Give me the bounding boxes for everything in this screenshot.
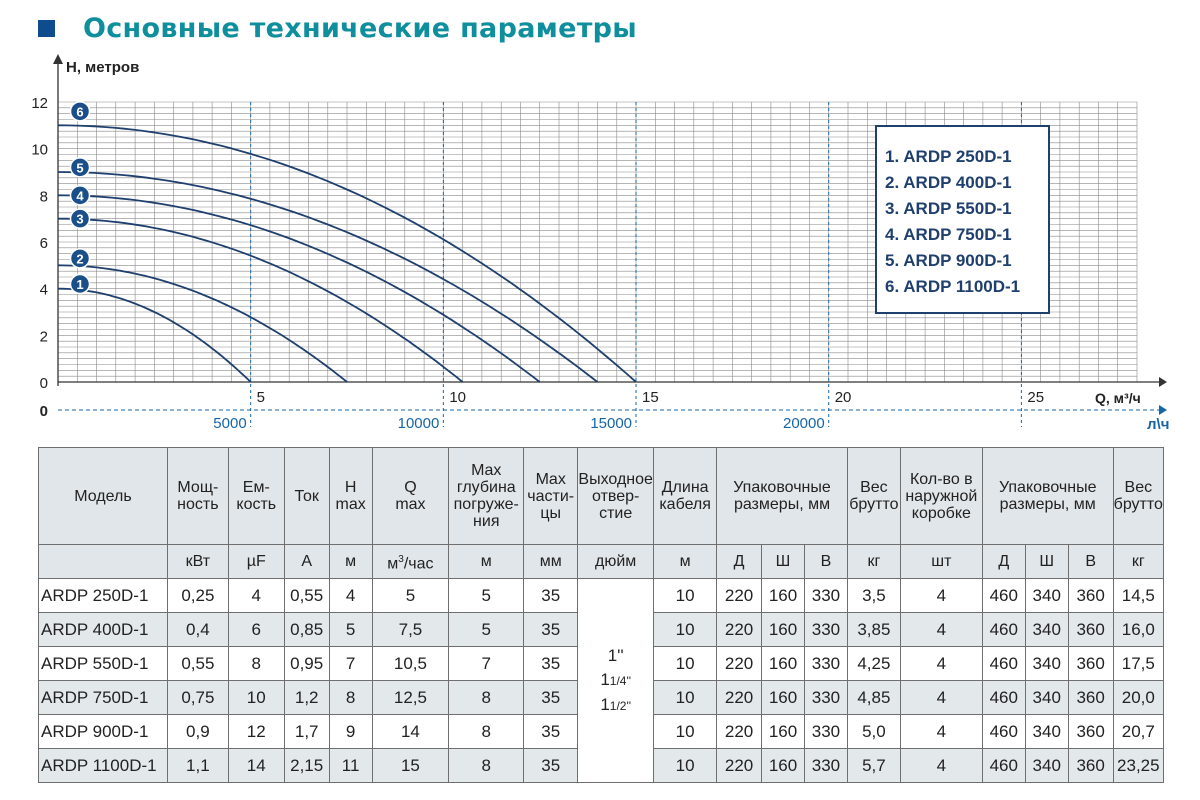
cell-capacity: 6: [228, 613, 284, 647]
header-line: Ем-: [242, 479, 270, 496]
cell-d2: 460: [982, 681, 1025, 715]
cell-h: 330: [804, 715, 847, 749]
unit-weight2: кг: [1113, 545, 1163, 579]
cell-w: 160: [762, 715, 805, 749]
cell-particles: 35: [524, 681, 578, 715]
header-line: Вес: [1124, 479, 1153, 496]
cell-h2: 360: [1068, 749, 1113, 783]
header-line: отвер-: [592, 487, 640, 505]
page-title: Основные технические параметры: [83, 12, 637, 44]
cell-current: 0,95: [284, 647, 329, 681]
cell-cable: 10: [654, 579, 717, 613]
cell-d: 220: [717, 579, 762, 613]
x-tick-label: 20: [834, 389, 852, 406]
cell-qmax: 12,5: [372, 681, 449, 715]
x-tick-label: 25: [1027, 389, 1045, 406]
cell-d2: 460: [982, 715, 1025, 749]
legend-item: 5. ARDP 900D-1: [885, 251, 1012, 270]
cell-weight: 4,85: [847, 681, 900, 715]
cell-model: ARDP 1100D-1: [39, 749, 168, 783]
cell-depth: 8: [449, 749, 524, 783]
unit-w2: Ш: [1025, 545, 1068, 579]
cell-weight2: 14,5: [1113, 579, 1163, 613]
x-tick-label: 5: [256, 389, 266, 406]
outlet-size: 11/2'': [600, 694, 632, 714]
unit-capacity: µF: [228, 545, 284, 579]
cell-weight2: 16,0: [1113, 613, 1163, 647]
header-particles: [524, 448, 578, 545]
cell-qty: 4: [900, 647, 982, 681]
cell-w: 160: [762, 749, 805, 783]
header-line: ния: [473, 513, 500, 530]
unit-cable: м: [654, 545, 717, 579]
header-line: Длина: [661, 479, 709, 496]
cell-w2: 340: [1025, 647, 1068, 681]
cell-d: 220: [717, 749, 762, 783]
header-line: кость: [236, 496, 277, 513]
cell-h: 330: [804, 749, 847, 783]
outlet-size: 1'': [607, 645, 624, 665]
cell-qmax: 15: [372, 749, 449, 783]
cell-capacity: 4: [228, 579, 284, 613]
cell-power: 0,9: [167, 715, 228, 749]
unit-model: [39, 545, 168, 579]
cell-h2: 360: [1068, 681, 1113, 715]
cell-cable: 10: [654, 613, 717, 647]
cell-particles: 35: [524, 647, 578, 681]
header-weight2: [1113, 448, 1163, 545]
header-line: брутто: [849, 496, 899, 513]
cell-power: 0,55: [167, 647, 228, 681]
cell-w2: 340: [1025, 681, 1068, 715]
curve-marker-label: 6: [76, 104, 84, 120]
cell-capacity: 14: [228, 749, 284, 783]
cell-particles: 35: [524, 613, 578, 647]
cell-weight2: 20,0: [1113, 681, 1163, 715]
header-line: Вес: [860, 479, 888, 496]
header-power: [167, 448, 228, 545]
header-line: наружной: [905, 487, 978, 505]
cell-qty: 4: [900, 579, 982, 613]
cell-w2: 340: [1025, 613, 1068, 647]
cell-d: 220: [717, 715, 762, 749]
cell-qty: 4: [900, 613, 982, 647]
cell-hmax: 4: [329, 579, 372, 613]
header-line: ность: [177, 496, 219, 513]
header-line: Q: [404, 479, 417, 496]
unit-power: кВт: [167, 545, 228, 579]
cell-hmax: 9: [329, 715, 372, 749]
cell-d: 220: [717, 613, 762, 647]
curve-marker-label: 1: [76, 277, 84, 292]
cell-weight: 5,7: [847, 749, 900, 783]
header-depth: [449, 448, 524, 545]
cell-weight: 5,0: [847, 715, 900, 749]
header-capacity: [228, 448, 284, 545]
header-line: max: [395, 496, 426, 513]
header-line: коробке: [911, 504, 971, 522]
header-cable: [654, 448, 717, 545]
page-header: [38, 10, 637, 46]
cell-weight: 4,25: [847, 647, 900, 681]
cell-w2: 340: [1025, 749, 1068, 783]
cell-h2: 360: [1068, 647, 1113, 681]
header-line: брутто: [1113, 496, 1163, 513]
header-qty: [900, 448, 982, 545]
cell-model: ARDP 250D-1: [39, 579, 168, 613]
x-tick-label: 15: [642, 389, 659, 406]
cell-capacity: 12: [228, 715, 284, 749]
unit-part: м: [387, 555, 399, 573]
cell-depth: 5: [449, 613, 524, 647]
cell-h2: 360: [1068, 613, 1113, 647]
cell-w2: 340: [1025, 715, 1068, 749]
cell-qmax: 5: [372, 579, 449, 613]
cell-weight2: 20,7: [1113, 715, 1163, 749]
header-line: Упаковочные: [998, 479, 1097, 496]
cell-qmax: 7,5: [372, 613, 449, 647]
header-line: стие: [599, 504, 633, 522]
header-pack2: [982, 448, 1113, 545]
cell-w: 160: [762, 681, 805, 715]
cell-model: ARDP 900D-1: [39, 715, 168, 749]
outlet-fraction: 1/4'': [609, 673, 632, 688]
legend-item: 6. ARDP 1100D-1: [885, 277, 1021, 296]
cell-depth: 8: [449, 681, 524, 715]
cell-d2: 460: [982, 579, 1025, 613]
y-axis-label: H, метров: [66, 59, 140, 76]
title-square-icon: [38, 20, 55, 37]
unit-d2: Д: [982, 545, 1025, 579]
table-header-row: [39, 448, 1164, 545]
unit-outlet: дюйм: [578, 545, 654, 579]
cell-power: 0,4: [167, 613, 228, 647]
cell-qty: 4: [900, 681, 982, 715]
cell-qty: 4: [900, 715, 982, 749]
y-tick-label: 6: [39, 235, 48, 252]
legend-item: 1. ARDP 250D-1: [885, 147, 1012, 166]
header-line: размеры, мм: [733, 496, 831, 513]
unit-part: 3: [398, 553, 404, 565]
header-line: части-: [527, 487, 575, 505]
cell-qty: 4: [900, 749, 982, 783]
cell-cable: 10: [654, 647, 717, 681]
curve-marker-label: 2: [76, 251, 84, 267]
header-line: Кол-во в: [909, 470, 973, 488]
cell-d: 220: [717, 681, 762, 715]
header-line: размеры, мм: [999, 496, 1096, 513]
unit-w: Ш: [762, 545, 805, 579]
cell-weight: 3,85: [847, 613, 900, 647]
header-line: Выходное: [578, 470, 653, 488]
header-weight: [847, 448, 900, 545]
cell-w: 160: [762, 613, 805, 647]
cell-current: 0,85: [284, 613, 329, 647]
cell-current: 0,55: [284, 579, 329, 613]
cell-weight2: 23,25: [1113, 749, 1163, 783]
cell-w: 160: [762, 579, 805, 613]
header-line: Н: [344, 479, 357, 496]
cell-model: ARDP 750D-1: [39, 681, 168, 715]
y-tick-label: 8: [39, 188, 48, 206]
unit-qty: шт: [900, 545, 982, 579]
spec-table: [38, 447, 1164, 783]
curve-marker-label: 3: [76, 211, 84, 227]
cell-depth: 5: [449, 579, 524, 613]
header-line: Max: [471, 462, 502, 479]
cell-hmax: 8: [329, 681, 372, 715]
header-outlet: [578, 448, 654, 545]
cell-h: 330: [804, 613, 847, 647]
x2-tick-label: 5000: [213, 415, 247, 432]
cell-qmax: 10,5: [372, 647, 449, 681]
x-tick-label: 10: [449, 389, 467, 406]
cell-particles: 35: [524, 749, 578, 783]
header-current: [284, 448, 329, 545]
unit-qmax: [372, 545, 449, 579]
cell-outlet: [578, 579, 654, 783]
header-qmax: [372, 448, 449, 545]
header-model-label: Модель: [74, 487, 132, 505]
cell-current: 1,2: [284, 681, 329, 715]
table-row: [39, 579, 1164, 613]
header-pack: [717, 448, 848, 545]
cell-h: 330: [804, 681, 847, 715]
cell-capacity: 10: [228, 681, 284, 715]
cell-current: 2,15: [284, 749, 329, 783]
cell-capacity: 8: [228, 647, 284, 681]
legend-item: 3. ARDP 550D-1: [885, 199, 1012, 218]
header-line: погруже-: [453, 496, 519, 513]
x2-zero-label: 0: [39, 403, 48, 420]
cell-d2: 460: [982, 647, 1025, 681]
cell-h: 330: [804, 579, 847, 613]
header-line: Max: [535, 470, 566, 488]
cell-model: ARDP 400D-1: [39, 613, 168, 647]
cell-weight2: 17,5: [1113, 647, 1163, 681]
outlet-fraction: 1/2'': [609, 698, 632, 713]
unit-weight: кг: [847, 545, 900, 579]
unit-h2: В: [1068, 545, 1113, 579]
y-tick-label: 2: [39, 328, 48, 346]
cell-cable: 10: [654, 681, 717, 715]
outlet-size: 11/4'': [600, 669, 632, 689]
cell-d: 220: [717, 647, 762, 681]
header-line: кабеля: [659, 496, 711, 513]
unit-h: В: [804, 545, 847, 579]
unit-d: Д: [717, 545, 762, 579]
cell-cable: 10: [654, 715, 717, 749]
y-tick-label: 4: [39, 281, 48, 299]
curve-marker-label: 4: [76, 188, 84, 204]
x-axis-arrow-icon: [1159, 377, 1167, 387]
cell-depth: 7: [449, 647, 524, 681]
x-axis-label: Q, м³/ч: [1095, 390, 1141, 406]
unit-hmax: м: [329, 545, 372, 579]
cell-particles: 35: [524, 715, 578, 749]
cell-hmax: 5: [329, 613, 372, 647]
y-tick-label: 12: [31, 95, 48, 112]
cell-power: 0,25: [167, 579, 228, 613]
y-axis-arrow-icon: [53, 54, 63, 64]
x2-tick-label: 10000: [397, 415, 440, 432]
cell-power: 0,75: [167, 681, 228, 715]
header-model: [39, 448, 168, 545]
cell-h: 330: [804, 647, 847, 681]
table-units-row: [39, 545, 1164, 579]
unit-part: /час: [403, 555, 434, 573]
cell-model: ARDP 550D-1: [39, 647, 168, 681]
legend-item: 2. ARDP 400D-1: [885, 173, 1012, 192]
cell-power: 1,1: [167, 749, 228, 783]
header-hmax: [329, 448, 372, 545]
header-line: max: [335, 496, 366, 513]
x2-tick-label: 20000: [782, 415, 825, 432]
unit-current: А: [284, 545, 329, 579]
cell-current: 1,7: [284, 715, 329, 749]
legend-item: 4. ARDP 750D-1: [885, 225, 1012, 244]
table-body: [39, 579, 1164, 783]
secondary-axis-arrow-icon: [1159, 405, 1167, 415]
header-line: Ток: [294, 487, 319, 505]
header-line: Упаковочные: [733, 479, 831, 496]
header-line: Мощ-: [177, 479, 219, 496]
cell-d2: 460: [982, 749, 1025, 783]
cell-hmax: 11: [329, 749, 372, 783]
y-tick-label: 0: [39, 375, 48, 392]
cell-particles: 35: [524, 579, 578, 613]
cell-h2: 360: [1068, 579, 1113, 613]
header-line: глубина: [456, 479, 516, 496]
y-tick-label: 10: [31, 141, 48, 159]
cell-d2: 460: [982, 613, 1025, 647]
cell-depth: 8: [449, 715, 524, 749]
cell-w2: 340: [1025, 579, 1068, 613]
performance-chart: [0, 50, 1200, 442]
unit-particles: мм: [524, 545, 578, 579]
cell-h2: 360: [1068, 715, 1113, 749]
header-line: цы: [540, 504, 562, 522]
cell-hmax: 7: [329, 647, 372, 681]
cell-w: 160: [762, 647, 805, 681]
curve-marker-label: 5: [76, 160, 84, 176]
x2-axis-label: л\ч: [1147, 416, 1170, 433]
cell-cable: 10: [654, 749, 717, 783]
unit-depth: м: [449, 545, 524, 579]
x2-tick-label: 15000: [590, 415, 633, 432]
cell-qmax: 14: [372, 715, 449, 749]
cell-weight: 3,5: [847, 579, 900, 613]
